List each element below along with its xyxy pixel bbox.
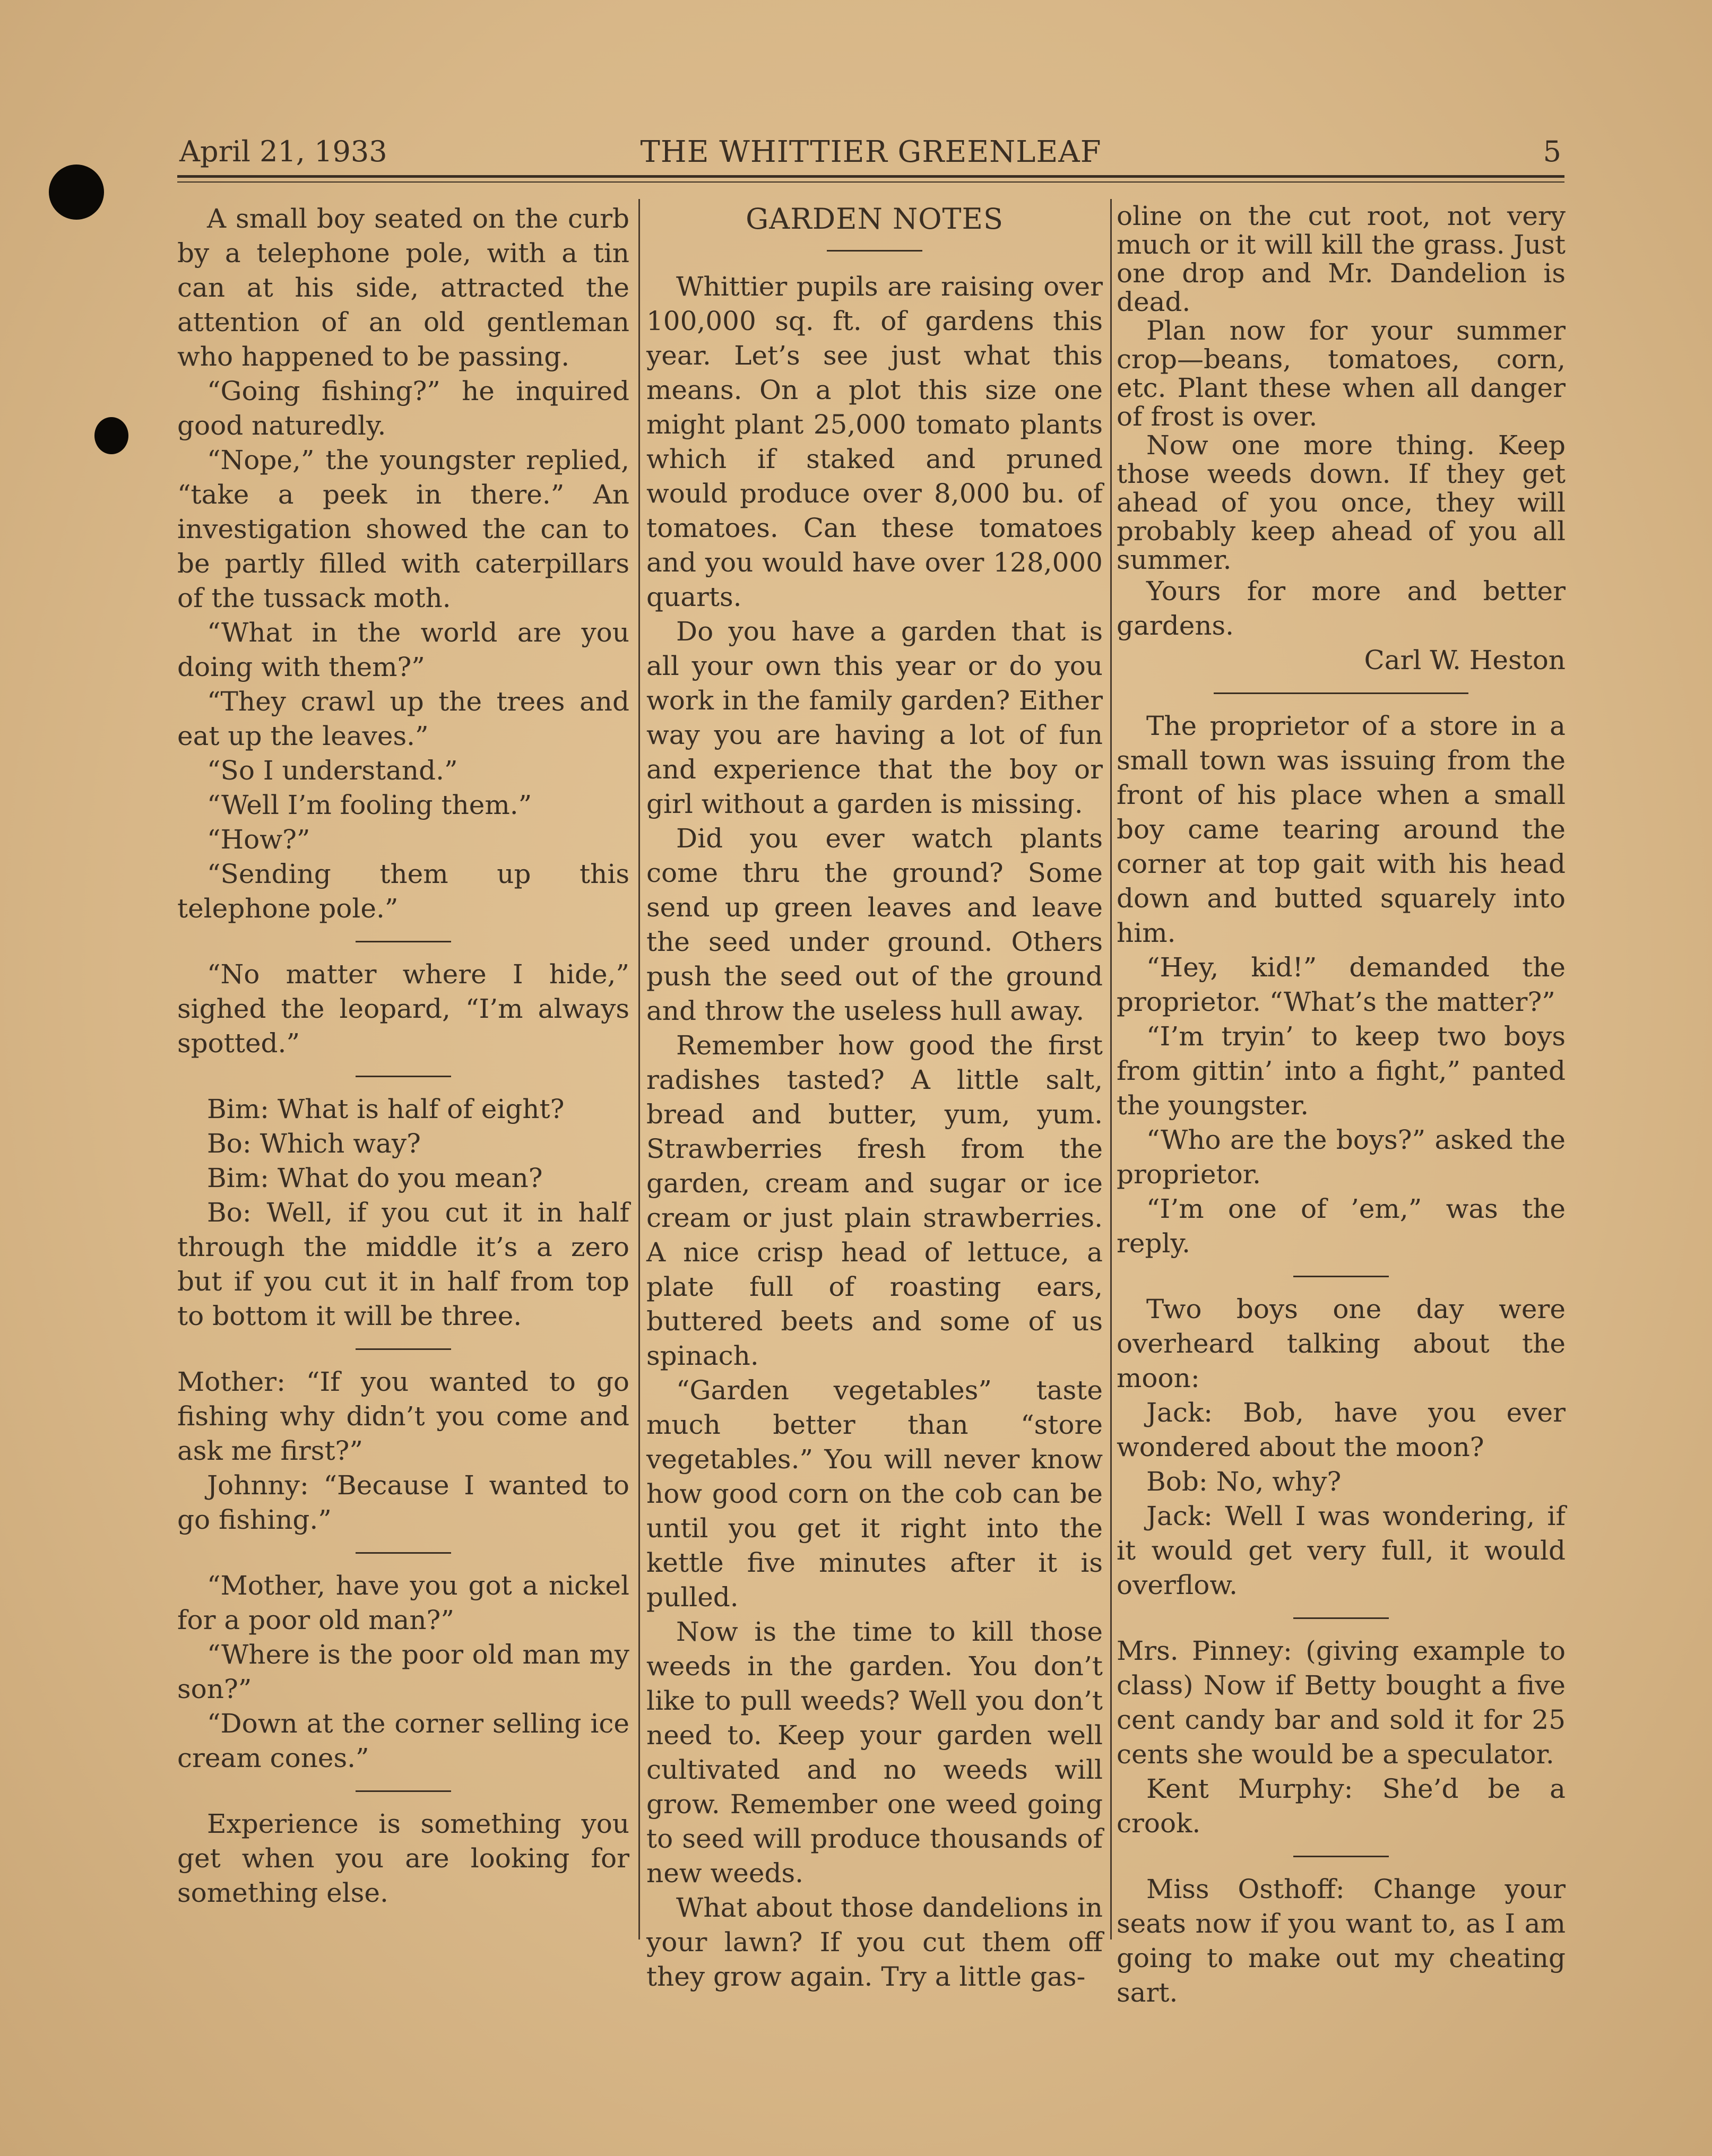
joke-osthoff: Miss Osthoff: Change your seats now if you want to, as I am going to make out my cheating sart. — [1117, 1874, 1566, 2008]
article-paragraph: Whittier pupils are raising over 100,000 sq. ft. of gardens this year. Let’s see just what this means. On a plot this size one might plant 25,000 tomato plants which if staked and pruned would produce over 8,000 bu. of tomatoes. Can these tomatoes and you would have over 128,000 quarts. — [646, 271, 1103, 612]
header-date: April 21, 1933 — [179, 135, 387, 168]
story-paragraph: The proprietor of a store in a small town was issuing from the front of his place when a small boy came tearing around the corner at top gait with his head down and butted squarely into him. — [1117, 711, 1566, 948]
column-divider — [1110, 199, 1112, 1939]
story-paragraph: “Who are the boys?” asked the proprietor. — [1117, 1124, 1566, 1190]
story-paragraph: “Well I’m fooling them.” — [207, 790, 532, 820]
story-paragraph: “Mother, have you got a nickel for a poor old man?” — [177, 1570, 629, 1635]
separator-rule — [1293, 1617, 1389, 1619]
article-paragraph: “Garden vegetables” taste much better than “store vegetables.” You will never know how good corn on the cob can be until you get it right into the kettle five minutes after it is pulled. — [646, 1375, 1103, 1613]
page-header — [177, 129, 1564, 174]
header-rule-thin — [177, 181, 1564, 183]
binder-hole-top — [49, 164, 104, 220]
joke-leopard: “No matter where I hide,” sighed the leopard, “I’m always spotted.” — [177, 959, 629, 1059]
story-paragraph: “Where is the poor old man my son?” — [177, 1639, 629, 1704]
header-rule — [177, 175, 1564, 178]
joke-experience: Experience is something you get when you are looking for something else. — [177, 1808, 629, 1908]
article-paragraph: Yours for more and better gardens. — [1117, 576, 1566, 641]
column-1 — [177, 202, 629, 1910]
separator-rule — [356, 1552, 451, 1554]
dialogue-line: Jack: Bob, have you ever wondered about the moon? — [1117, 1397, 1566, 1462]
story-paragraph: “Hey, kid!” demanded the proprietor. “What’s the matter?” — [1117, 952, 1566, 1017]
dialogue-line: Bim: What is half of eight? — [207, 1094, 565, 1124]
column-3 — [1117, 202, 1566, 2010]
story-paragraph: “Sending them up this telephone pole.” — [177, 859, 629, 924]
dialogue-line: Bo: Which way? — [207, 1128, 421, 1159]
story-paragraph: “How?” — [207, 824, 310, 855]
article-paragraph: oline on the cut root, not very much or it will kill the grass. Just one drop and Mr. Dandelion is dead. — [1117, 201, 1566, 317]
story-paragraph: “Going fishing?” he inquired good naturedly. — [177, 376, 629, 441]
story-paragraph: “So I understand.” — [207, 755, 458, 786]
story-paragraph: “What in the world are you doing with them?” — [177, 617, 629, 682]
dialogue-line: Mother: “If you wanted to go fishing why didn’t you come and ask me first?” — [177, 1366, 629, 1466]
newspaper-title: THE WHITTIER GREENLEAF — [640, 135, 1102, 169]
binder-hole-middle — [94, 417, 128, 454]
separator-rule — [356, 941, 451, 942]
dialogue-line: Jack: Well I was wondering, if it would get very full, it would overflow. — [1117, 1501, 1566, 1600]
story-paragraph: Two boys one day were overheard talking about the moon: — [1117, 1294, 1566, 1393]
column-2 — [646, 202, 1103, 1994]
separator-rule — [356, 1348, 451, 1350]
dialogue-line: Johnny: “Because I wanted to go fishing.” — [177, 1470, 629, 1535]
article-paragraph: Plan now for your summer crop—beans, tomatoes, corn, etc. Plant these when all danger of frost is over. — [1117, 315, 1566, 432]
story-paragraph: “I’m one of ’em,” was the reply. — [1117, 1193, 1566, 1259]
dialogue-line: Bo: Well, if you cut it in half through the middle it’s a zero but if you cut it in half from top to bottom it will be three. — [177, 1197, 629, 1331]
dialogue-line: Kent Murphy: She’d be a crook. — [1117, 1773, 1566, 1839]
separator-rule — [1293, 1276, 1389, 1277]
dialogue-line: Mrs. Pinney: (giving example to class) Now if Betty bought a five cent candy bar and sold it for 25 cents she would be a speculator. — [1117, 1635, 1566, 1770]
dialogue-line: Bim: What do you mean? — [207, 1163, 543, 1193]
article-paragraph: Did you ever watch plants come thru the ground? Some send up green leaves and leave the seed under ground. Others push the seed out of the ground and throw the useless hull away. — [646, 823, 1103, 1026]
story-paragraph: “Nope,” the youngster replied, “take a peek in there.” An investigation showed the can to be partly filled with caterpillars of the tussack moth. — [177, 445, 629, 613]
separator-rule — [1293, 1856, 1389, 1857]
article-paragraph: What about those dandelions in your lawn? If you cut them off they grow again. Try a little gas- — [646, 1892, 1103, 1992]
article-paragraph: Do you have a garden that is all your own this year or do you work in the family garden? Either way you are having a lot of fun and experience that the boy or girl without a garden is missing. — [646, 616, 1103, 819]
story-paragraph: “I’m tryin’ to keep two boys from gittin’ into a fight,” panted the youngster. — [1117, 1021, 1566, 1121]
story-paragraph: A small boy seated on the curb by a telephone pole, with a tin can at his side, attracted the attention of an old gentleman who happened to be passing. — [177, 203, 629, 372]
section-heading: GARDEN NOTES — [746, 202, 1004, 236]
column-divider — [638, 199, 640, 1939]
article-paragraph: Now one more thing. Keep those weeds down. If they get ahead of you once, they will probably keep ahead of you all summer. — [1117, 430, 1566, 575]
story-paragraph: “They crawl up the trees and eat up the leaves.” — [177, 686, 629, 751]
separator-rule — [827, 250, 922, 252]
article-paragraph: Now is the time to kill those weeds in the garden. You don’t like to pull weeds? Well you don’t need to. Keep your garden well cultivated and no weeds will grow. Remember one weed going to seed will produce thousands of new weeds. — [646, 1616, 1103, 1889]
separator-rule — [356, 1790, 451, 1792]
separator-rule — [356, 1076, 451, 1077]
page-number: 5 — [1543, 135, 1561, 168]
article-paragraph: Remember how good the first radishes tasted? A little salt, bread and butter, yum, yum. Strawberries fresh from the garden, cream and sugar or ice cream or just plain strawberries. A nice crisp head of lettuce, a plate full of roasting ears, buttered beets and some of us spinach. — [646, 1030, 1103, 1371]
dialogue-line: Bob: No, why? — [1146, 1466, 1342, 1497]
story-paragraph: “Down at the corner selling ice cream cones.” — [177, 1708, 629, 1773]
separator-rule — [1214, 692, 1468, 694]
author-signature: Carl W. Heston — [1364, 645, 1566, 676]
